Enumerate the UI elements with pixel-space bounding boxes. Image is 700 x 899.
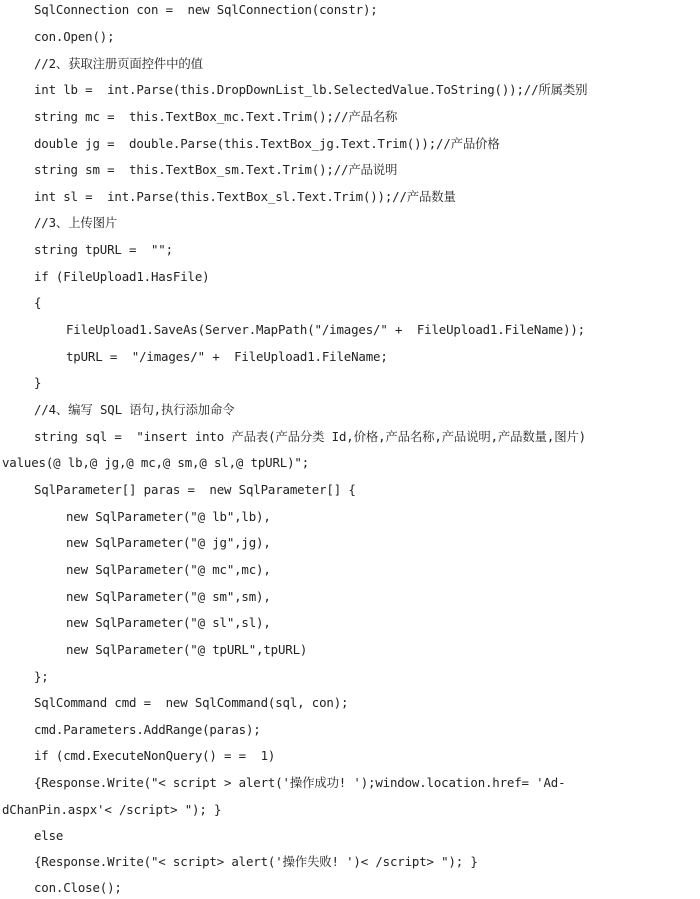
code-line: new SqlParameter("@ mc",mc), <box>66 562 271 577</box>
code-line: FileUpload1.SaveAs(Server.MapPath("/images/" + FileUpload1.FileName)); <box>66 322 585 337</box>
code-line: {Response.Write("< script> alert('操作失败! ')< /script> "); } <box>34 854 478 869</box>
code-line: new SqlParameter("@ sm",sm), <box>66 589 271 604</box>
code-line: string tpURL = ""; <box>34 242 173 257</box>
code-line: {Response.Write("< script > alert('操作成功! ');window.location.href= 'Ad- <box>34 775 566 790</box>
code-line: string mc = this.TextBox_mc.Text.Trim();//产品名称 <box>34 109 398 124</box>
code-line: double jg = double.Parse(this.TextBox_jg.Text.Trim());//产品价格 <box>34 136 500 151</box>
code-line: con.Close(); <box>34 880 122 895</box>
code-line: if (cmd.ExecuteNonQuery() = = 1) <box>34 748 276 763</box>
code-line: tpURL = "/images/" + FileUpload1.FileName; <box>66 349 388 364</box>
code-line: new SqlParameter("@ sl",sl), <box>66 615 271 630</box>
code-line: else <box>34 828 64 843</box>
code-line: SqlParameter[] paras = new SqlParameter[] { <box>34 482 356 497</box>
code-line: }; <box>34 669 49 684</box>
code-line: new SqlParameter("@ tpURL",tpURL) <box>66 642 308 657</box>
code-comment: //3、上传图片 <box>34 215 118 230</box>
code-line: con.Open(); <box>34 29 115 44</box>
code-comment: //4、编写 SQL 语句,执行添加命令 <box>34 402 235 417</box>
code-line: new SqlParameter("@ lb",lb), <box>66 509 271 524</box>
code-comment: //2、获取注册页面控件中的值 <box>34 56 203 71</box>
code-line: dChanPin.aspx'< /script> "); } <box>2 802 222 817</box>
code-line: int sl = int.Parse(this.TextBox_sl.Text.Trim());//产品数量 <box>34 189 456 204</box>
code-line: new SqlParameter("@ jg",jg), <box>66 535 271 550</box>
code-line: values(@ lb,@ jg,@ mc,@ sm,@ sl,@ tpURL)"; <box>2 455 310 470</box>
code-line: string sql = "insert into 产品表(产品分类 Id,价格,产品名称,产品说明,产品数量,图片) <box>34 429 586 444</box>
code-line: } <box>34 375 42 390</box>
code-line: SqlCommand cmd = new SqlCommand(sql, con); <box>34 695 349 710</box>
code-line: string sm = this.TextBox_sm.Text.Trim();//产品说明 <box>34 162 398 177</box>
code-line: SqlConnection con = new SqlConnection(constr); <box>34 2 378 17</box>
code-line: if (FileUpload1.HasFile) <box>34 269 210 284</box>
code-line: int lb = int.Parse(this.DropDownList_lb.SelectedValue.ToString());//所属类别 <box>34 82 588 97</box>
code-line: cmd.Parameters.AddRange(paras); <box>34 722 261 737</box>
code-line: { <box>34 295 42 310</box>
